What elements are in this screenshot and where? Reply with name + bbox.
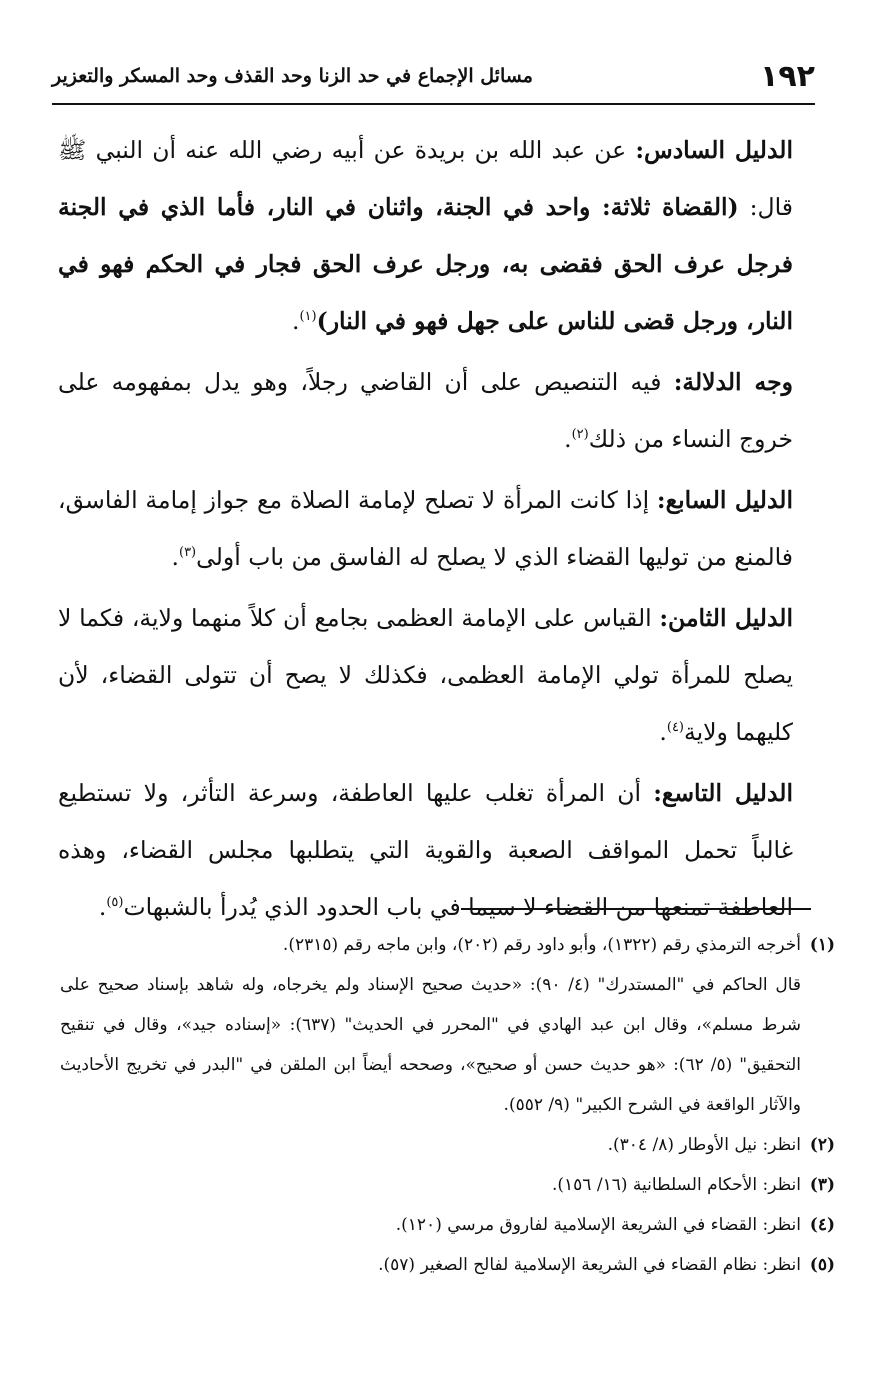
- paragraph-heading: وجه الدلالة:: [673, 368, 793, 396]
- paragraph-end: .: [291, 307, 300, 335]
- page-header: [52, 52, 815, 100]
- footnote-marker[interactable]: (٢): [571, 427, 589, 443]
- paragraph-text: إذا كانت المرأة لا تصلح لإمامة الصلاة مع جواز إمامة الفاسق، فالمنع من توليها القضاء الذي لا يصلح له الفاسق من باب أولى: [58, 486, 793, 571]
- footnotes-section: [60, 925, 835, 1285]
- footnote-item: [60, 925, 835, 965]
- footnote-number: (٥): [809, 1255, 835, 1275]
- paragraph-text: عن عبد الله بن بريدة عن أبيه رضي الله عنه أن النبي ﷺ قال:: [58, 136, 793, 221]
- footnote-item: [60, 1165, 835, 1205]
- footnote-divider: [461, 908, 811, 910]
- paragraph-end: .: [564, 425, 572, 453]
- footnote-number: (٣): [809, 1175, 835, 1195]
- paragraph-text: القياس على الإمامة العظمى بجامع أن كلاً منهما ولاية، فكما لا يصلح للمرأة تولي الإمامة العظمى، فكذلك لا يصح أن تتولى القضاء، لأن كليهما ولاية: [58, 604, 793, 746]
- footnote-text: أخرجه الترمذي رقم (١٣٢٢)، وأبو داود رقم (٢٠٢)، وابن ماجه رقم (٢٣١٥).: [282, 935, 801, 955]
- paragraph-evidence-8: [58, 590, 793, 761]
- footnote-item: [60, 1125, 835, 1165]
- main-text: [58, 122, 793, 940]
- paragraph-evidence-7: [58, 472, 793, 586]
- footnote-body: [60, 1205, 801, 1245]
- footnote-number: (١): [809, 935, 835, 955]
- paragraph-heading: الدليل الثامن:: [659, 604, 793, 632]
- footnote-item: [60, 1205, 835, 1245]
- paragraph-end: .: [98, 893, 107, 921]
- paragraph-evidence-6: [58, 122, 793, 350]
- paragraph-end: .: [659, 718, 667, 746]
- running-title: مسائل الإجماع في حد الزنا وحد القذف وحد المسكر والتعزير: [52, 65, 533, 87]
- paragraph-evidence-9: [58, 765, 793, 936]
- footnote-text: انظر: الأحكام السلطانية (١٦/ ١٥٦).: [551, 1175, 801, 1195]
- footnote-body: [60, 1125, 801, 1165]
- footnote-text: انظر: القضاء في الشريعة الإسلامية لفاروق مرسي (١٢٠).: [395, 1215, 801, 1235]
- paragraph-end: .: [171, 543, 179, 571]
- paragraph-heading: الدليل السادس:: [635, 136, 793, 164]
- paragraph-heading: الدليل التاسع:: [653, 779, 793, 807]
- footnote-body: [60, 1245, 801, 1285]
- footnote-marker[interactable]: (٥): [106, 895, 124, 911]
- footnote-item: [60, 1245, 835, 1285]
- paragraph-text: فيه التنصيص على أن القاضي رجلاً، وهو يدل بمفهومه على خروج النساء من ذلك: [58, 368, 793, 453]
- footnote-number: (٢): [809, 1135, 835, 1155]
- footnote-number: (٤): [809, 1215, 835, 1235]
- footnote-continuation: قال الحاكم في "المستدرك" (٤/ ٩٠): «حديث صحيح الإسناد ولم يخرجاه، وله شاهد بإسناد صحيح على شرط مسلم»، وقال ابن عبد الهادي في "المحرر في الحديث" (٦٣٧): «إسناده جيد»، وقال في تنقيح التحقيق" (٥/ ٦٢): «هو حديث حسن أو صحيح»، وصححه أيضاً ابن الملقن في "البدر في تخريج الأحاديث والآثار الواقعة في الشرح الكبير" (٩/ ٥٥٢).: [60, 975, 802, 1115]
- footnote-text: انظر: نيل الأوطار (٨/ ٣٠٤).: [607, 1135, 801, 1155]
- paragraph-evidence-point: [58, 354, 793, 468]
- footnote-marker[interactable]: (١): [299, 309, 317, 325]
- hadith-quote: (القضاة ثلاثة: واحد في الجنة، واثنان في النار، فأما الذي في الجنة فرجل عرف الحق فقضى به، ورجل عرف الحق فجار في الحكم فهو في النار، ورجل قضى للناس على جهل فهو في النار): [58, 193, 793, 335]
- footnote-text: انظر: نظام القضاء في الشريعة الإسلامية لفالح الصغير (٥٧).: [378, 1255, 801, 1275]
- paragraph-heading: الدليل السابع:: [656, 486, 793, 514]
- footnote-marker[interactable]: (٤): [666, 720, 684, 736]
- header-divider: [52, 103, 815, 105]
- page-number: ١٩٢: [760, 58, 815, 94]
- footnote-body: [60, 925, 801, 965]
- paragraph-text: أن المرأة تغلب عليها العاطفة، وسرعة التأثر، ولا تستطيع غالباً تحمل المواقف الصعبة والقوية التي يتطلبها مجلس القضاء، وهذه العاطفة تمنعها من القضاء لا سيما في باب الحدود الذي يُدرأ بالشبهات: [58, 779, 793, 921]
- footnote-marker[interactable]: (٣): [178, 545, 197, 561]
- footnote-body: [60, 1165, 801, 1205]
